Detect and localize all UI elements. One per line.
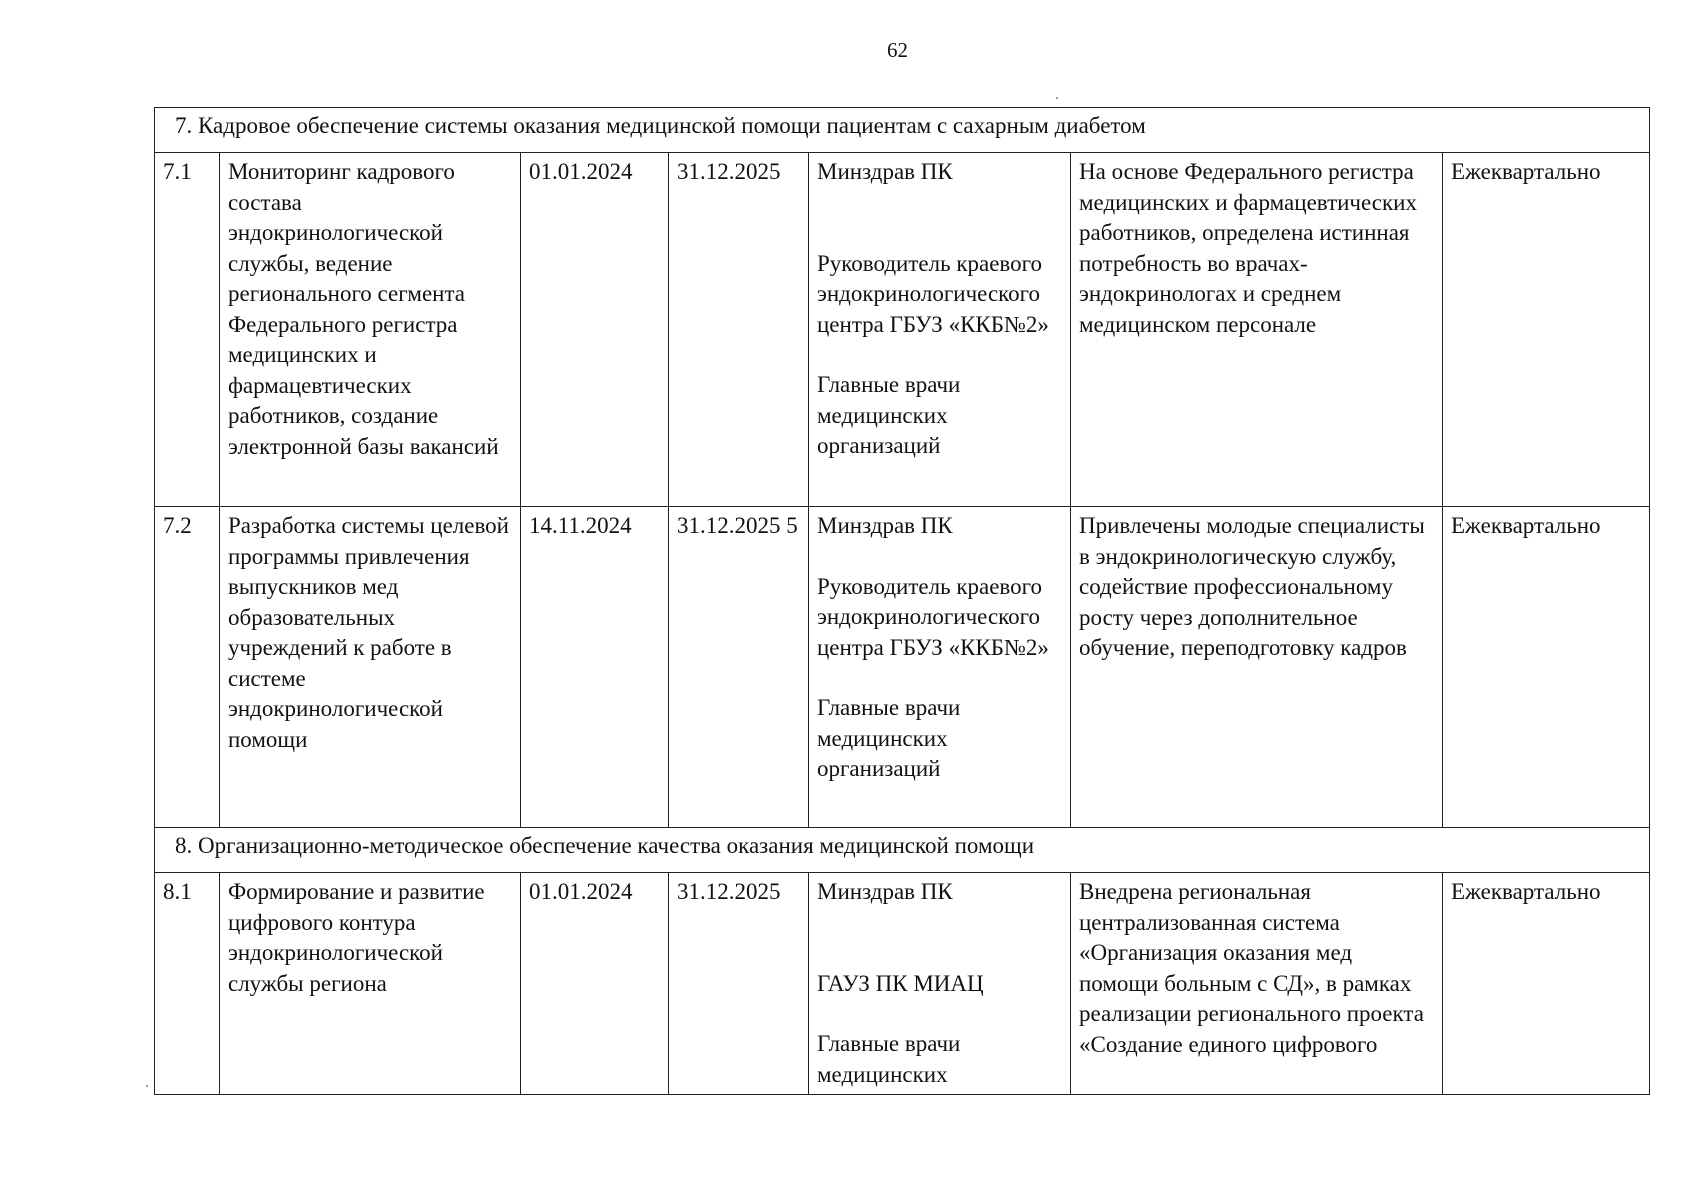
table-row xyxy=(155,873,1650,1095)
table-row xyxy=(155,507,1650,828)
table-row xyxy=(155,153,1650,507)
frequency-cell: Ежеквартально xyxy=(1443,873,1650,1095)
end-date-cell: 31.12.2025 xyxy=(669,153,809,507)
action-cell: Разработка системы целевой программы привлечения выпускников мед образовательных учреждений к работе в системе эндокринологической помощи xyxy=(220,507,521,828)
frequency-cell: Ежеквартально xyxy=(1443,153,1650,507)
row-number: 7.2 xyxy=(155,507,220,828)
end-date-cell: 31.12.2025 xyxy=(669,873,809,1095)
frequency-cell: Ежеквартально xyxy=(1443,507,1650,828)
section-header-7 xyxy=(155,108,1650,153)
responsible-line: Главные врачи медицинских xyxy=(817,1031,961,1087)
responsible-line: Главные врачи медицинских организаций xyxy=(817,695,961,781)
responsible-line: Руководитель краевого эндокринологического центра ГБУЗ «ККБ№2» xyxy=(817,573,1049,660)
scan-speck xyxy=(146,1085,148,1087)
responsible-line: Руководитель краевого эндокринологического центра ГБУЗ «ККБ№2» xyxy=(817,250,1049,337)
responsible-line: Минздрав ПК xyxy=(817,159,953,184)
responsible-cell xyxy=(809,873,1071,1095)
action-cell: Мониторинг кадрового состава эндокринологической службы, ведение регионального сегмента Федерального регистра медицинских и фармацевтических работников, создание электронной базы вакансий xyxy=(220,153,521,507)
responsible-line: Главные врачи медицинских организаций xyxy=(817,372,961,458)
result-cell: Привлечены молодые специалисты в эндокринологическую службу, содействие профессиональному росту через дополнительное обучение, переподготовку кадров xyxy=(1071,507,1443,828)
responsible-line: ГАУЗ ПК МИАЦ xyxy=(817,970,984,996)
responsible-cell xyxy=(809,153,1071,507)
action-plan-table xyxy=(154,107,1650,1095)
start-date-cell: 01.01.2024 xyxy=(521,153,669,507)
section-title: 8. Организационно-методическое обеспечение качества оказания медицинской помощи xyxy=(155,828,1650,873)
end-date-cell: 31.12.2025 5 xyxy=(669,507,809,828)
page-number: 62 xyxy=(887,38,908,62)
section-title: 7. Кадровое обеспечение системы оказания медицинской помощи пациентам с сахарным диабетом xyxy=(155,108,1650,153)
responsible-line: Минздрав ПК xyxy=(817,513,953,538)
responsible-cell xyxy=(809,507,1071,828)
action-cell: Формирование и развитие цифрового контура эндокринологической службы региона xyxy=(220,873,521,1095)
result-cell: На основе Федерального регистра медицинских и фармацевтических работников, определена истинная потребность во врачах-эндокринологах и среднем медицинском персонале xyxy=(1071,153,1443,507)
start-date-cell: 14.11.2024 xyxy=(521,507,669,828)
scan-speck xyxy=(1056,97,1058,99)
section-header-8 xyxy=(155,828,1650,873)
result-cell: Внедрена региональная централизованная система «Организация оказания мед помощи больным с СД», в рамках реализации регионального проекта «Создание единого цифрового xyxy=(1071,873,1443,1095)
start-date-cell: 01.01.2024 xyxy=(521,873,669,1095)
row-number: 8.1 xyxy=(155,873,220,1095)
row-number: 7.1 xyxy=(155,153,220,507)
responsible-line: Минздрав ПК xyxy=(817,879,953,904)
